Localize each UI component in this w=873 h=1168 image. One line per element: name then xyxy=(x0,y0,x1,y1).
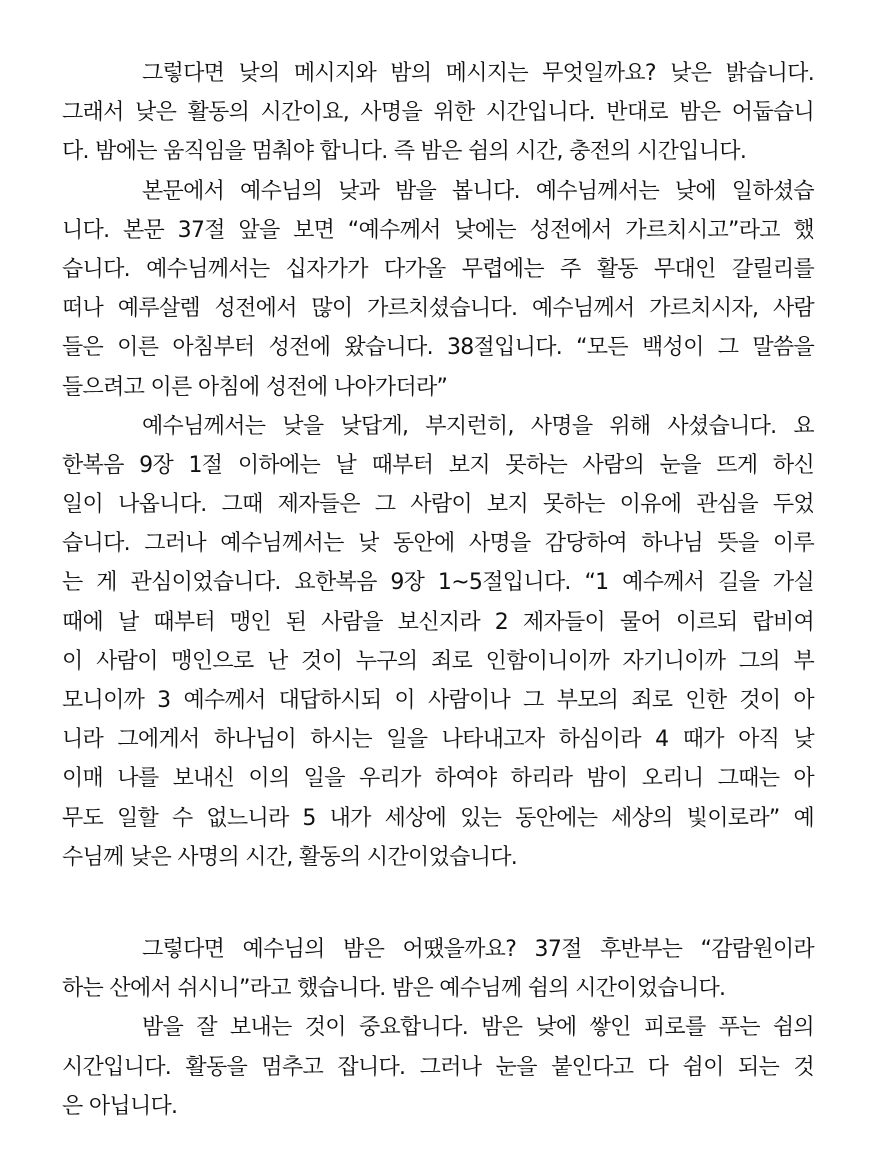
text-line: 수님께 낮은 사명의 시간, 활동의 시간이었습니다. xyxy=(62,844,518,870)
text-line: 때에 날 때부터 맹인 된 사람을 보신지라 2 제자들이 물어 이르되 랍비여 xyxy=(62,609,814,635)
text-line: 는 게 관심이었습니다. 요한복음 9장 1~5절입니다. “1 예수께서 길을 가실 xyxy=(62,570,814,596)
sermon-section-night xyxy=(62,930,814,1126)
text-line: 떠나 예루살렘 성전에서 많이 가르치셨습니다. 예수님께서 가르치시자, 사람 xyxy=(62,296,814,322)
text-line: 하는 산에서 쉬시니”라고 했습니다. 밤은 예수님께 쉼의 시간이었습니다. xyxy=(62,976,726,1002)
text-line: 니라 그에게서 하나님이 하시는 일을 나타내고자 하심이라 4 때가 아직 낮 xyxy=(62,727,814,753)
text-line: 들은 이른 아침부터 성전에 왔습니다. 38절입니다. “모든 백성이 그 말씀을 xyxy=(62,335,814,361)
text-line: 다. 밤에는 움직임을 멈춰야 합니다. 즉 밤은 쉼의 시간, 충전의 시간입니다. xyxy=(62,139,747,165)
text-line: 그렇다면 예수님의 밤은 어땠을까요? 37절 후반부는 “감람원이라 xyxy=(142,937,814,962)
text-line: 밤을 잘 보내는 것이 중요합니다. 밤은 낮에 쌓인 피로를 푸는 쉼의 xyxy=(142,1015,814,1041)
text-line: 습니다. 그러나 예수님께서는 낮 동안에 사명을 감당하여 하나님 뜻을 이루 xyxy=(62,531,814,557)
text-line: 이매 나를 보내신 이의 일을 우리가 하여야 하리라 밤이 오리니 그때는 아 xyxy=(62,766,814,792)
text-line: 본문에서 예수님의 낮과 밤을 봅니다. 예수님께서는 낮에 일하셨습 xyxy=(142,178,814,204)
text-line: 무도 일할 수 없느니라 5 내가 세상에 있는 동안에는 세상의 빛이로라” 예 xyxy=(62,805,814,831)
sermon-section-day xyxy=(62,54,814,877)
text-line: 그래서 낮은 활동의 시간이요, 사명을 위한 시간입니다. 반대로 밤은 어둡습니 xyxy=(62,100,814,126)
text-line: 이 사람이 맹인으로 난 것이 누구의 죄로 인함이니이까 자기니이까 그의 부 xyxy=(62,648,814,674)
text-line: 그렇다면 낮의 메시지와 밤의 메시지는 무엇일까요? 낮은 밝습니다. xyxy=(142,61,814,86)
text-line: 습니다. 예수님께서는 십자가가 다가올 무렵에는 주 활동 무대인 갈릴리를 xyxy=(62,256,814,282)
text-line: 시간입니다. 활동을 멈추고 잡니다. 그러나 눈을 붙인다고 다 쉼이 되는 것 xyxy=(62,1054,814,1080)
text-line: 모니이까 3 예수께서 대답하시되 이 사람이나 그 부모의 죄로 인한 것이 아 xyxy=(62,688,814,713)
text-line: 은 아닙니다. xyxy=(62,1093,178,1119)
text-line: 들으려고 이른 아침에 성전에 나아가더라” xyxy=(62,374,448,400)
text-line: 일이 나옵니다. 그때 제자들은 그 사람이 보지 못하는 이유에 관심을 두었 xyxy=(62,492,814,518)
text-line: 니다. 본문 37절 앞을 보면 “예수께서 낮에는 성전에서 가르치시고”라고 했 xyxy=(62,217,814,243)
text-line: 한복음 9장 1절 이하에는 날 때부터 보지 못하는 사람의 눈을 뜨게 하신 xyxy=(62,452,814,478)
text-line: 예수님께서는 낮을 낮답게, 부지런히, 사명을 위해 사셨습니다. 요 xyxy=(142,413,814,439)
